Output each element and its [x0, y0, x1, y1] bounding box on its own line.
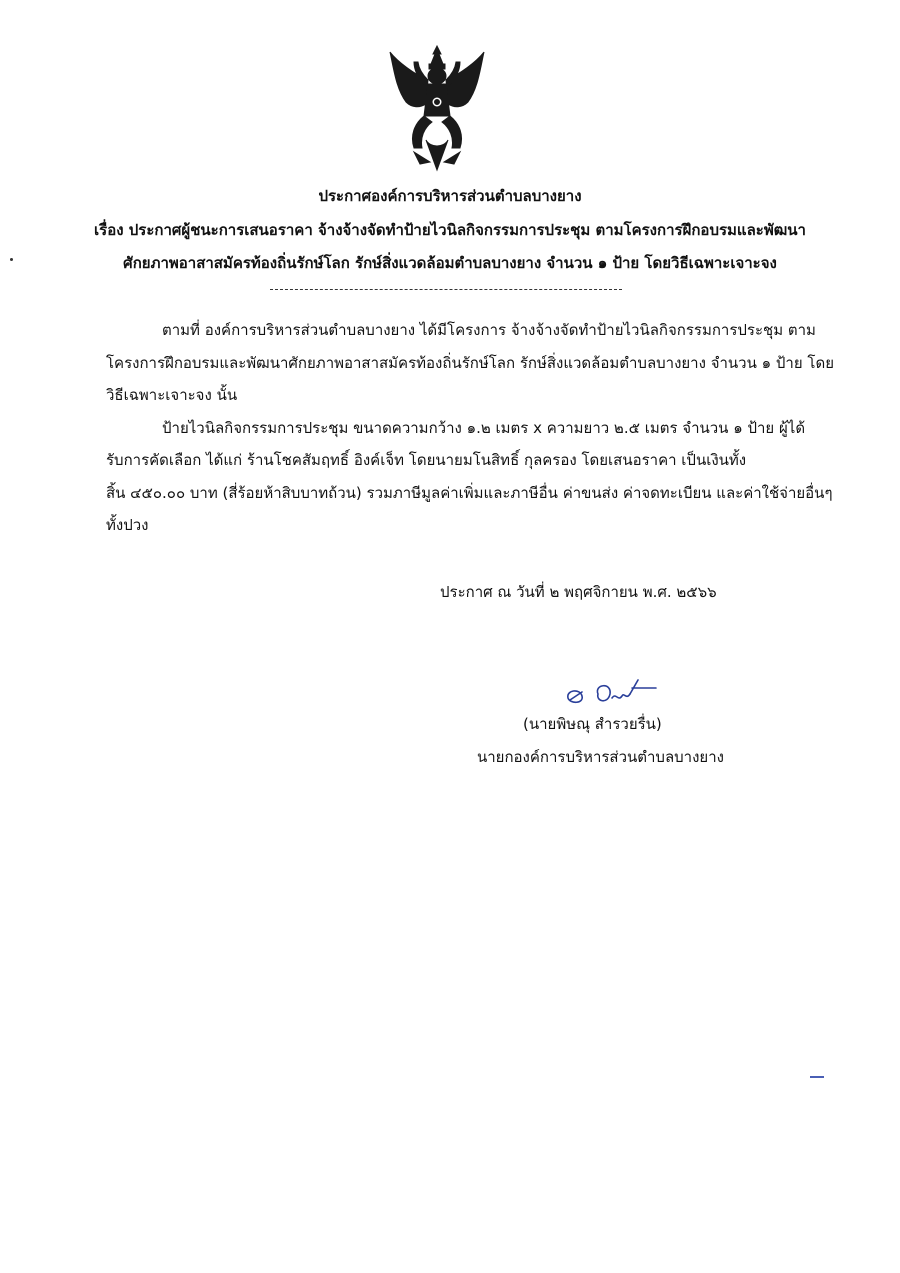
para2-line2: รับการคัดเลือก ได้แก่ ร้านโชคสัมฤทธิ์ อิงค์เจ็ท โดยนายมโนสิทธิ์ กุลครอง โดยเสนอราคา เป็นเงินทั้ง — [106, 451, 747, 469]
para2-line4: ทั้งปวง — [106, 516, 149, 534]
para2-line3: สิ้น ๔๕๐.๐๐ บาท (สี่ร้อยห้าสิบบาทถ้วน) รวมภาษีมูลค่าเพิ่มและภาษีอื่น ค่าขนส่ง ค่าจดทะเบียน และค่าใช้จ่ายอื่นๆ — [106, 484, 833, 502]
signature-mark — [560, 678, 660, 710]
scan-speck — [10, 258, 13, 261]
garuda-emblem-icon — [384, 44, 490, 174]
scan-mark — [810, 1076, 824, 1078]
signer-title: นายกองค์การบริหารส่วนตำบลบางยาง — [477, 748, 724, 766]
announce-date: ประกาศ ณ วันที่ ๒ พฤศจิกายน พ.ศ. ๒๕๖๖ — [440, 583, 717, 601]
para1-line3: วิธีเฉพาะเจาะจง นั้น — [106, 386, 238, 404]
para1-line1: ตามที่ องค์การบริหารส่วนตำบลบางยาง ได้มีโครงการ จ้างจ้างจัดทำป้ายไวนิลกิจกรรมการประชุม ตาม — [162, 321, 816, 339]
organization-title: ประกาศองค์การบริหารส่วนตำบลบางยาง — [318, 187, 582, 205]
signer-name: (นายพิษณุ สำรวยรื่น) — [523, 715, 662, 733]
para2-line1: ป้ายไวนิลกิจกรรมการประชุม ขนาดความกว้าง ๑.๒ เมตร x ความยาว ๒.๕ เมตร จำนวน ๑ ป้าย ผู้ได้ — [162, 419, 806, 437]
dashed-separator — [270, 289, 622, 290]
subject-line-1: เรื่อง ประกาศผู้ชนะการเสนอราคา จ้างจ้างจัดทำป้ายไวนิลกิจกรรมการประชุม ตามโครงการฝึกอบรมและพัฒนา — [94, 221, 806, 239]
subject-line-2: ศักยภาพอาสาสมัครท้องถิ่นรักษ์โลก รักษ์สิ่งแวดล้อมตำบลบางยาง จำนวน ๑ ป้าย โดยวิธีเฉพาะเจาะจง — [123, 254, 777, 272]
para1-line2: โครงการฝึกอบรมและพัฒนาศักยภาพอาสาสมัครท้องถิ่นรักษ์โลก รักษ์สิ่งแวดล้อมตำบลบางยาง จำนวน ๑ ป้าย โดย — [106, 354, 834, 372]
